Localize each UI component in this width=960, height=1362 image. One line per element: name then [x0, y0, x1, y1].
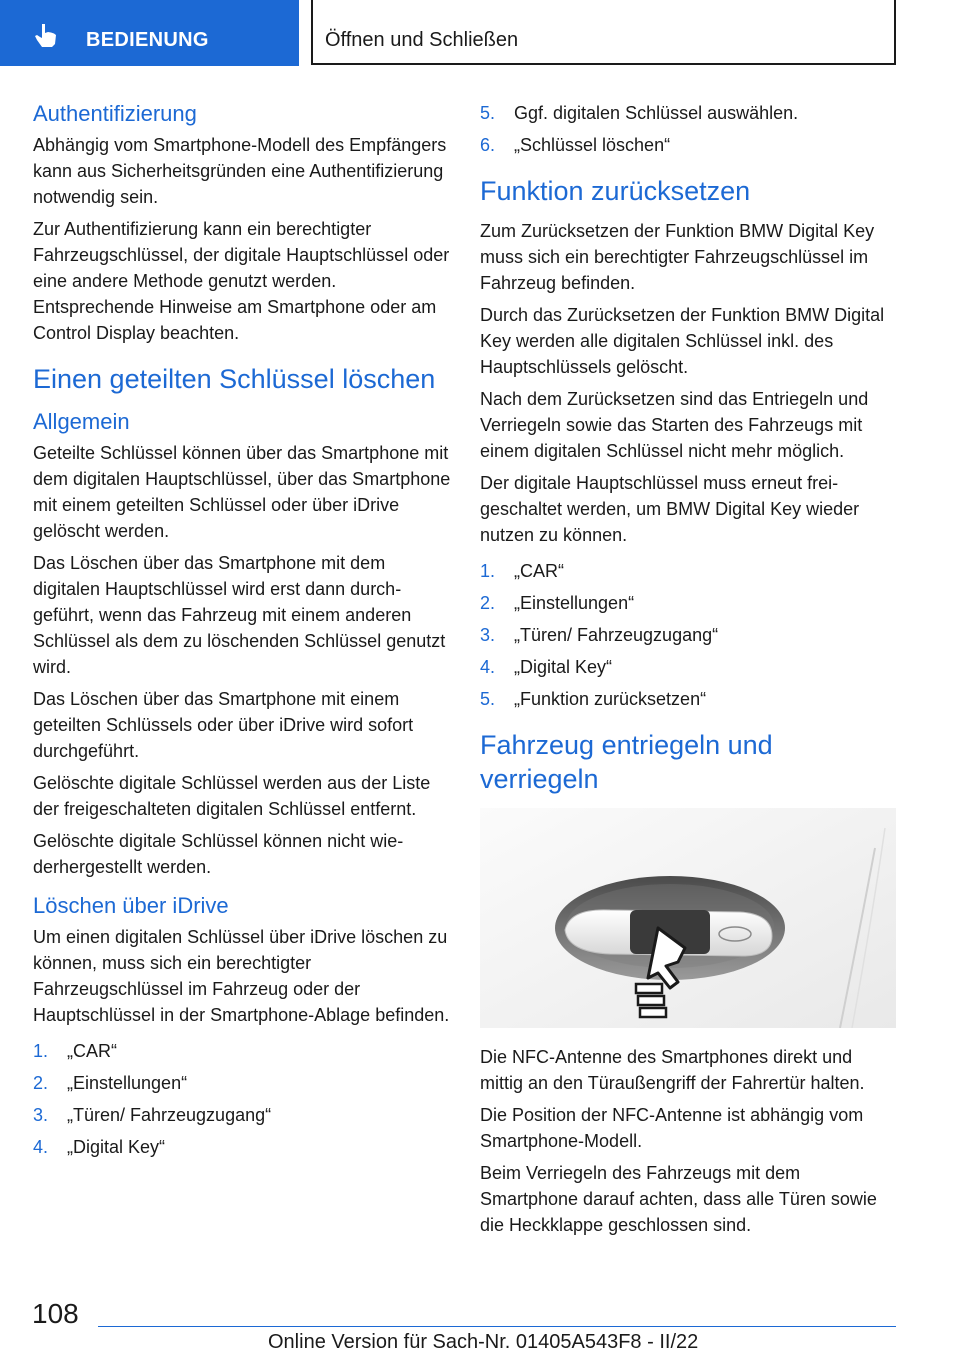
step-text: „Funktion zurücksetzen“: [514, 689, 707, 709]
list-item: [480, 132, 898, 158]
step-text: „Digital Key“: [514, 657, 613, 677]
footer-rule: [98, 1326, 896, 1327]
heading-funktion-zuruecksetzen: Funktion zurücksetzen: [480, 176, 751, 206]
paragraph: Durch das Zurücksetzen der Funktion BMW Digital Key werden alle digitalen Schlüssel inkl. des Hauptschlüssels gelöscht.: [480, 305, 885, 377]
paragraph: Die Position der NFC-Antenne ist abhängig vom Smartphone-Modell.: [480, 1105, 864, 1151]
list-item: [480, 590, 898, 616]
list-item: [33, 1102, 451, 1128]
step-text: „Schlüssel löschen“: [514, 135, 671, 155]
left-column: [33, 100, 451, 1166]
heading-fahrzeug-entriegeln: Fahrzeug entriegeln und verriegeln: [480, 730, 773, 794]
page-number: 108: [32, 1298, 79, 1329]
paragraph: Gelöschte digitale Schlüssel können nicht wiederhergestellt werden.: [33, 831, 404, 877]
step-number: 6.: [480, 135, 496, 155]
step-text: „Einstellungen“: [67, 1073, 188, 1093]
right-column: [480, 100, 898, 1244]
list-item: [33, 1038, 451, 1064]
paragraph: Zum Zurücksetzen der Funktion BMW Digital Key muss sich ein berechtigter Fahrzeugschlüssel im Fahrzeug befinden.: [480, 221, 875, 293]
paragraph: Gelöschte digitale Schlüssel werden aus der Liste der freigeschalteten digitalen Schlüssel entfernt.: [33, 773, 431, 819]
step-number: 1.: [480, 561, 496, 581]
heading-schluessel-loeschen: Einen geteilten Schlüssel löschen: [33, 364, 436, 394]
step-text: „Einstellungen“: [514, 593, 635, 613]
paragraph: Nach dem Zurücksetzen sind das Entriegeln und Verriegeln sowie das Starten des Fahrzeugs mit einem digitalen Schlüssel nicht mehr möglich.: [480, 389, 869, 461]
header-section-label: BEDIENUNG: [86, 29, 209, 51]
paragraph: Das Löschen über das Smartphone mit einem geteilten Schlüssels oder über iDrive wird sofort durchgeführt.: [33, 689, 414, 761]
steps-list-idrive: [33, 1038, 451, 1160]
paragraph: Das Löschen über das Smartphone mit dem digitalen Hauptschlüssel wird erst dann durchgeführt, wenn das Fahrzeug mit einem anderen Schlüssel als dem zu löschenden Schlüssel genutzt wird.: [33, 553, 446, 677]
step-text: Ggf. digitalen Schlüssel auswählen.: [514, 103, 799, 123]
list-item: [480, 686, 898, 712]
list-item: [480, 100, 898, 126]
step-number: 5.: [480, 103, 496, 123]
step-number: 2.: [480, 593, 496, 613]
step-number: 5.: [480, 689, 496, 709]
step-number: 4.: [480, 657, 496, 677]
step-text: „CAR“: [67, 1041, 117, 1061]
paragraph: Beim Verriegeln des Fahrzeugs mit dem Smartphone darauf achten, dass alle Türen sowie die Heckklappe geschlossen sind.: [480, 1163, 877, 1235]
paragraph: Um einen digitalen Schlüssel über iDrive löschen zu können, muss sich ein berechtigter Fahrzeugschlüssel im Fahrzeug oder der Hauptschlüssel in der Smartphone-Ablage befinden.: [33, 927, 450, 1025]
hand-pointer-icon: [32, 22, 60, 48]
list-item: [480, 654, 898, 680]
header-page-title: Öffnen und Schließen: [325, 29, 519, 51]
list-item: [33, 1070, 451, 1096]
step-number: 3.: [33, 1105, 49, 1125]
heading-loeschen-ueber-idrive: Löschen über iDrive: [33, 893, 229, 918]
step-number: 2.: [33, 1073, 49, 1093]
paragraph: Abhängig vom Smartphone-Modell des Empfängers kann aus Sicherheitsgründen eine Authentifizierung notwendig sein.: [33, 135, 447, 207]
door-handle-nfc-illustration: [480, 808, 896, 1028]
paragraph: Zur Authentifizierung kann ein berechtigter Fahrzeugschlüssel, der digitale Hauptschlüssel oder eine andere Methode genutzt werden. Entsprechende Hinweise am Smartphone oder am Control Display beachten.: [33, 219, 450, 343]
heading-authentifizierung: Authentifizierung: [33, 101, 197, 126]
steps-list-continued: [480, 100, 898, 158]
step-text: „CAR“: [514, 561, 564, 581]
list-item: [33, 1134, 451, 1160]
step-number: 4.: [33, 1137, 49, 1157]
heading-allgemein: Allgemein: [33, 409, 130, 434]
step-number: 3.: [480, 625, 496, 645]
step-text: „Digital Key“: [67, 1137, 166, 1157]
list-item: [480, 622, 898, 648]
door-handle-nfc-figure: [480, 808, 896, 1028]
step-text: „Türen/ Fahrzeugzugang“: [514, 625, 719, 645]
footer-online-version: Online Version für Sach-Nr. 01405A543F8 - II/22: [268, 1331, 699, 1353]
paragraph: Geteilte Schlüssel können über das Smartphone mit dem digitalen Hauptschlüssel, über das Smartphone mit einem geteilten Schlüssel oder über iDrive gelöscht werden.: [33, 443, 451, 541]
step-number: 1.: [33, 1041, 49, 1061]
paragraph: Die NFC-Antenne des Smartphones direkt und mittig an den Türaußengriff der Fahrertür halten.: [480, 1047, 865, 1093]
list-item: [480, 558, 898, 584]
steps-list-reset: [480, 558, 898, 712]
paragraph: Der digitale Hauptschlüssel muss erneut freigeschaltet werden, um BMW Digital Key wieder nutzen zu können.: [480, 473, 860, 545]
step-text: „Türen/ Fahrzeugzugang“: [67, 1105, 272, 1125]
